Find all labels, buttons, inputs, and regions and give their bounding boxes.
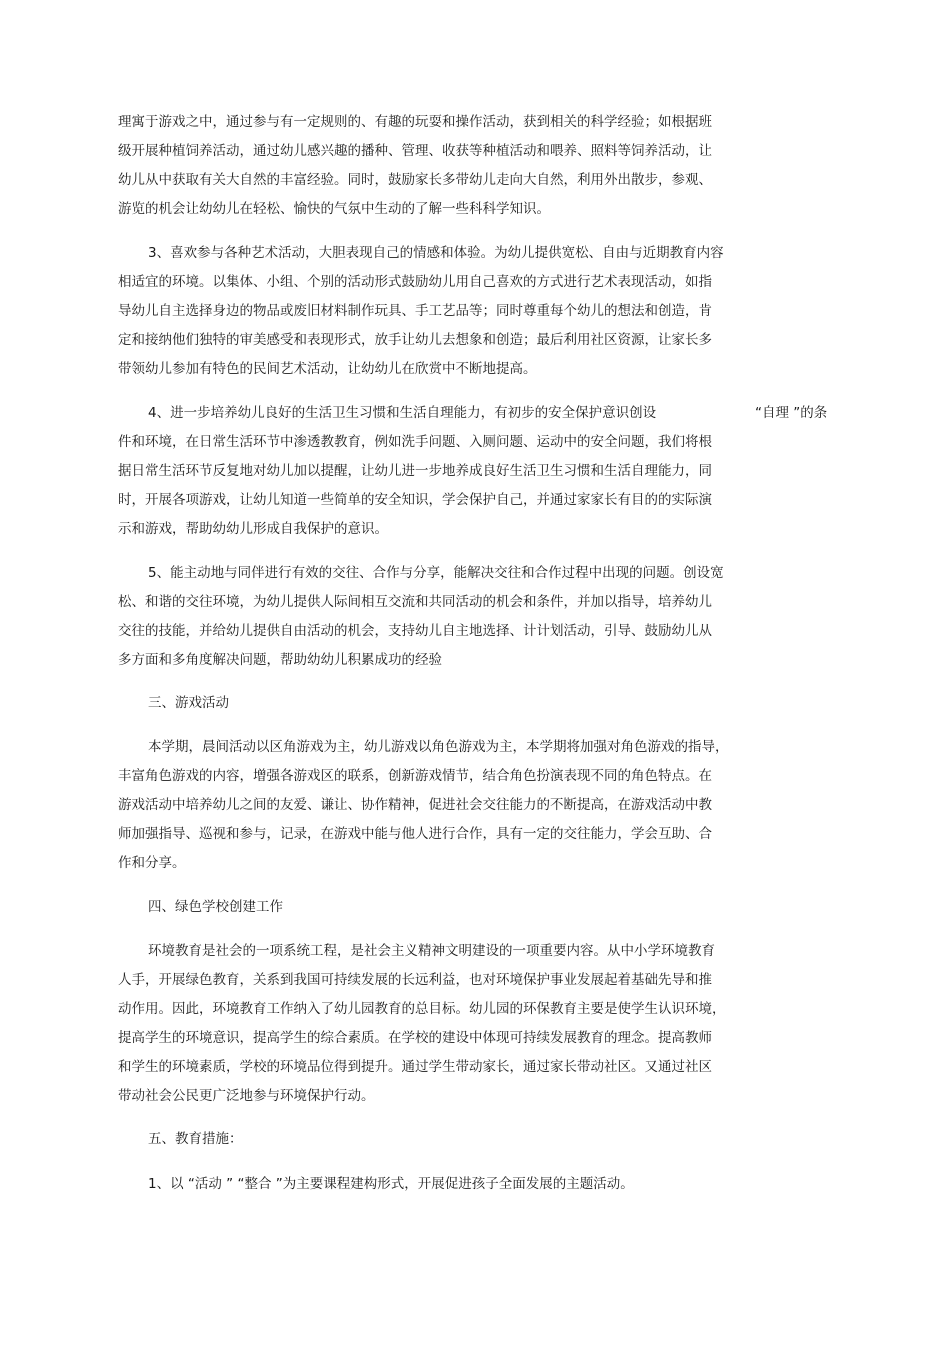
text-line: 环境教育是社会的一项系统工程，是社会主义精神文明建设的一项重要内容。从中小学环境教育 <box>148 943 715 959</box>
text-line: 5、能主动地与同伴进行有效的交往、合作与分享，能解决交往和合作过程中出现的问题。创设宽 <box>148 565 724 581</box>
text-line: 件和环境，在日常生活环节中渗透教教育，例如洗手问题、入厕问题、运动中的安全问题，我们将根 <box>118 434 712 450</box>
text-line: 交往的技能，并给幼儿提供自由活动的机会，支持幼儿自主地选择、计计划活动，引导、鼓励幼儿从 <box>118 623 712 639</box>
text-line: 幼儿从中获取有关大自然的丰富经验。同时，鼓励家长多带幼儿走向大自然，利用外出散步，参观、 <box>118 172 712 188</box>
text-line: 时，开展各项游戏，让幼儿知道一些简单的安全知识，学会保护自己，并通过家家长有目的的实际演 <box>118 492 712 508</box>
text-line: 导幼儿自主选择身边的物品或废旧材料制作玩具、手工艺品等；同时尊重每个幼儿的想法和创造，肯 <box>118 303 712 319</box>
text-line: 示和游戏，帮助幼幼儿形成自我保护的意识。 <box>118 521 388 537</box>
text-line: 本学期，晨间活动以区角游戏为主，幼儿游戏以角色游戏为主，本学期将加强对角色游戏的指导， <box>148 739 729 755</box>
text-line: 4、进一步培养幼儿良好的生活卫生习惯和生活自理能力，有初步的安全保护意识创设 <box>148 405 657 421</box>
floating-text-fragment: “自理 ”的条 <box>755 405 828 421</box>
text-line: 人手，开展绿色教育，关系到我国可持续发展的长远利益，也对环境保护事业发展起着基础先导和推 <box>118 972 712 988</box>
text-line: 级开展种植饲养活动，通过幼儿感兴趣的播种、管理、收获等种植活动和喂养、照料等饲养活动，让 <box>118 143 712 159</box>
section-heading: 三、游戏活动 <box>148 695 229 711</box>
text-line: 游戏活动中培养幼儿之间的友爱、谦让、协作精神，促进社会交往能力的不断提高，在游戏活动中教 <box>118 797 712 813</box>
text-line: 游览的机会让幼幼儿在轻松、愉快的气氛中生动的了解一些科科学知识。 <box>118 201 550 217</box>
text-line: 提高学生的环境意识，提高学生的综合素质。在学校的建设中体现可持续发展教育的理念。提高教师 <box>118 1030 712 1046</box>
text-line: 和学生的环境素质，学校的环境品位得到提升。通过学生带动家长，通过家长带动社区。又通过社区 <box>118 1059 712 1075</box>
section-heading: 四、绿色学校创建工作 <box>148 899 283 915</box>
text-line: 理寓于游戏之中，通过参与有一定规则的、有趣的玩耍和操作活动，获到相关的科学经验；如根据班 <box>118 114 712 130</box>
text-line: 1、以 “活动 ” “整合 ”为主要课程建构形式，开展促进孩子全面发展的主题活动。 <box>148 1176 634 1192</box>
text-line: 带领幼儿参加有特色的民间艺术活动，让幼幼儿在欣赏中不断地提高。 <box>118 361 537 377</box>
text-line: 多方面和多角度解决问题，帮助幼幼儿积累成功的经验 <box>118 652 442 668</box>
text-line: 相适宜的环境。以集体、小组、个别的活动形式鼓励幼儿用自己喜欢的方式进行艺术表现活动，如指 <box>118 274 712 290</box>
text-line: 据日常生活环节反复地对幼儿加以提醒，让幼儿进一步地养成良好生活卫生习惯和生活自理能力，同 <box>118 463 712 479</box>
text-line: 3、喜欢参与各种艺术活动，大胆表现自己的情感和体验。为幼儿提供宽松、自由与近期教育内容 <box>148 245 724 261</box>
text-line: 松、和谐的交往环境，为幼儿提供人际间相互交流和共同活动的机会和条件，并加以指导，培养幼儿 <box>118 594 712 610</box>
text-line: 带动社会公民更广泛地参与环境保护行动。 <box>118 1088 375 1104</box>
text-line: 师加强指导、巡视和参与，记录，在游戏中能与他人进行合作，具有一定的交往能力，学会互助、合 <box>118 826 712 842</box>
text-line: 定和接纳他们独特的审美感受和表现形式，放手让幼儿去想象和创造；最后利用社区资源，让家长多 <box>118 332 712 348</box>
text-line: 动作用。因此，环境教育工作纳入了幼儿园教育的总目标。幼儿园的环保教育主要是使学生认识环境， <box>118 1001 726 1017</box>
text-line: 作和分享。 <box>118 855 186 871</box>
section-heading: 五、教育措施： <box>148 1131 243 1147</box>
text-line: 丰富角色游戏的内容，增强各游戏区的联系，创新游戏情节，结合角色扮演表现不同的角色特点。在 <box>118 768 712 784</box>
